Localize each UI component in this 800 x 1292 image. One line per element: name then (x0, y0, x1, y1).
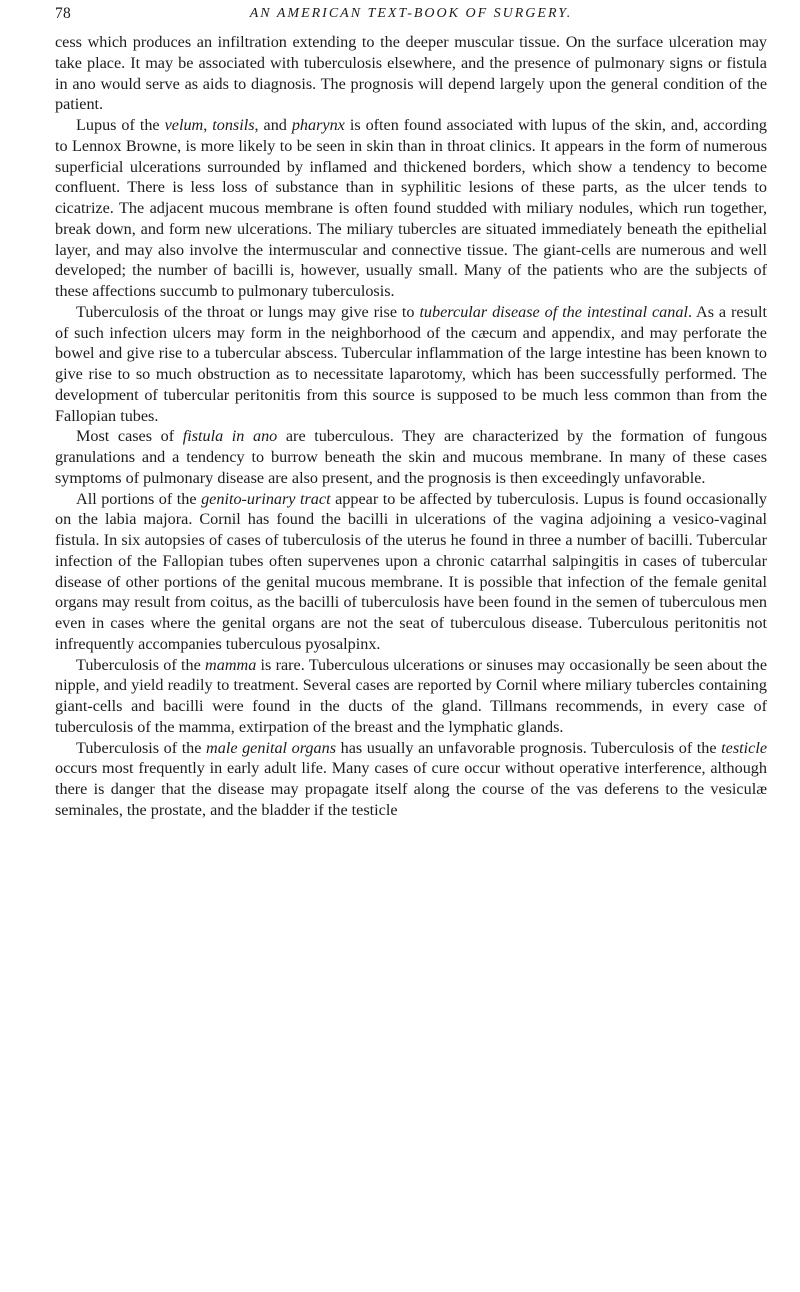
text-run: Tuberculosis of the (76, 655, 206, 674)
running-title: AN AMERICAN TEXT-BOOK OF SURGERY. (249, 6, 573, 21)
text-run: . As a result of such infection ulcers may form in the neighborhood of the cæcum and appendix, and may perforate the bowel and give rise to a tubercular abscess. Tubercular inflammation of the large intestine has been known to give rise to so much obstruction as to necessitate laparotomy, which has been successfully performed. The development of tubercular peritonitis from this source is supposed to be much less common than from the Fallopian tubes. (55, 302, 767, 425)
text-run: cess which produces an infiltration extending to the deeper muscular tissue. On the surface ulceration may take place. It may be associated with tuberculosis elsewhere, and the presence of pulmonary signs or fistula in ano would serve as aids to diagnosis. The prognosis will depend largely upon the general condition of the patient. (55, 33, 767, 114)
italic-term: male genital organs (206, 738, 337, 757)
text-run: appear to be affected by tuberculosis. Lupus is found occasionally on the labia majora. Cornil has found the bacilli in ulcerations of the vagina adjoining a vesico-vaginal fistula. In six autopsies of cases of tuberculosis of the uterus he found in three a number of bacilli. Tubercular infection of the Fallopian tubes often supervenes upon a chronic catarrhal salpingitis in cases of tubercular disease of other portions of the genital mucous membrane. It is possible that infection of the female genital organs may result from coitus, as the bacilli of tuberculosis have been found in the semen of tuberculous men even in cases where the genital organs are not the seat of tuberculous disease. Tuberculous peritonitis not infrequently accompanies tuberculous pyosalpinx. (55, 489, 767, 653)
paragraph (55, 302, 767, 427)
paragraph (55, 426, 767, 488)
text-run: occurs most frequently in early adult life. Many cases of cure occur without operative interference, although there is danger that the disease may propagate itself along the course of the vas deferens to the vesiculæ seminales, the prostate, and the bladder if the testicle (55, 759, 767, 819)
paragraph (55, 32, 767, 115)
body-text (55, 32, 767, 821)
italic-term: pharynx (291, 116, 345, 134)
italic-term: velum (164, 116, 204, 134)
text-run: , and (254, 116, 292, 134)
text-run: Most cases of (76, 427, 183, 446)
text-run: has usually an unfavorable prognosis. Tuberculosis of the (336, 738, 722, 757)
text-run: Tuberculosis of the throat or lungs may give rise to (76, 302, 420, 321)
paragraph (55, 115, 767, 302)
paragraph (55, 489, 767, 655)
text-run: Tuberculosis of the (76, 738, 207, 757)
italic-term: mamma (205, 655, 257, 674)
italic-term: testicle (721, 738, 767, 757)
page-number: 78 (55, 5, 72, 22)
text-run: is often found associated with lupus of the skin, and, according to Lennox Browne, is more likely to be seen in skin than in throat clinics. It appears in the form of numerous superficial ulcerations surrounded by inflamed and thickened borders, which show a tendency to become confluent. There is less loss of substance than in syphilitic lesions of these parts, as the ulcer tends to cicatrize. The adjacent mucous membrane is often found studded with miliary nodules, which run together, break down, and form new ulcerations. The miliary tubercles are situated immediately beneath the epithelial layer, and may also involve the intermuscular and connective tissue. The giant-cells are numerous and well developed; the number of bacilli is, however, usually small. Many of the patients who are the subjects of these affections succumb to pulmonary tuberculosis. (55, 116, 768, 300)
italic-term: genito-urinary tract (201, 489, 331, 508)
paragraph (55, 655, 767, 738)
italic-term: tonsils (212, 116, 255, 134)
running-head (55, 0, 767, 28)
paragraph (55, 738, 767, 821)
text-run: , (203, 116, 213, 134)
text-run: is rare. Tuberculous ulcerations or sinuses may occasionally be seen about the nipple, and yield readily to treatment. Several cases are reported by Cornil where miliary tubercles containing giant-cells and bacilli were found in the ducts of the gland. Tillmans recommends, in every case of tuberculosis of the mamma, extirpation of the breast and the lymphatic glands. (55, 655, 768, 736)
text-run: Lupus of the (76, 116, 165, 134)
text-run: All portions of the (76, 489, 202, 508)
italic-term: fistula in ano (182, 427, 278, 446)
italic-term: tubercular disease of the intestinal canal (419, 302, 688, 321)
text-run: are tuberculous. They are characterized by the formation of fungous granulations and a tendency to burrow beneath the skin and mucous membrane. In many of these cases symptoms of pulmonary disease are also present, and the prognosis is then exceedingly unfavorable. (55, 427, 767, 487)
